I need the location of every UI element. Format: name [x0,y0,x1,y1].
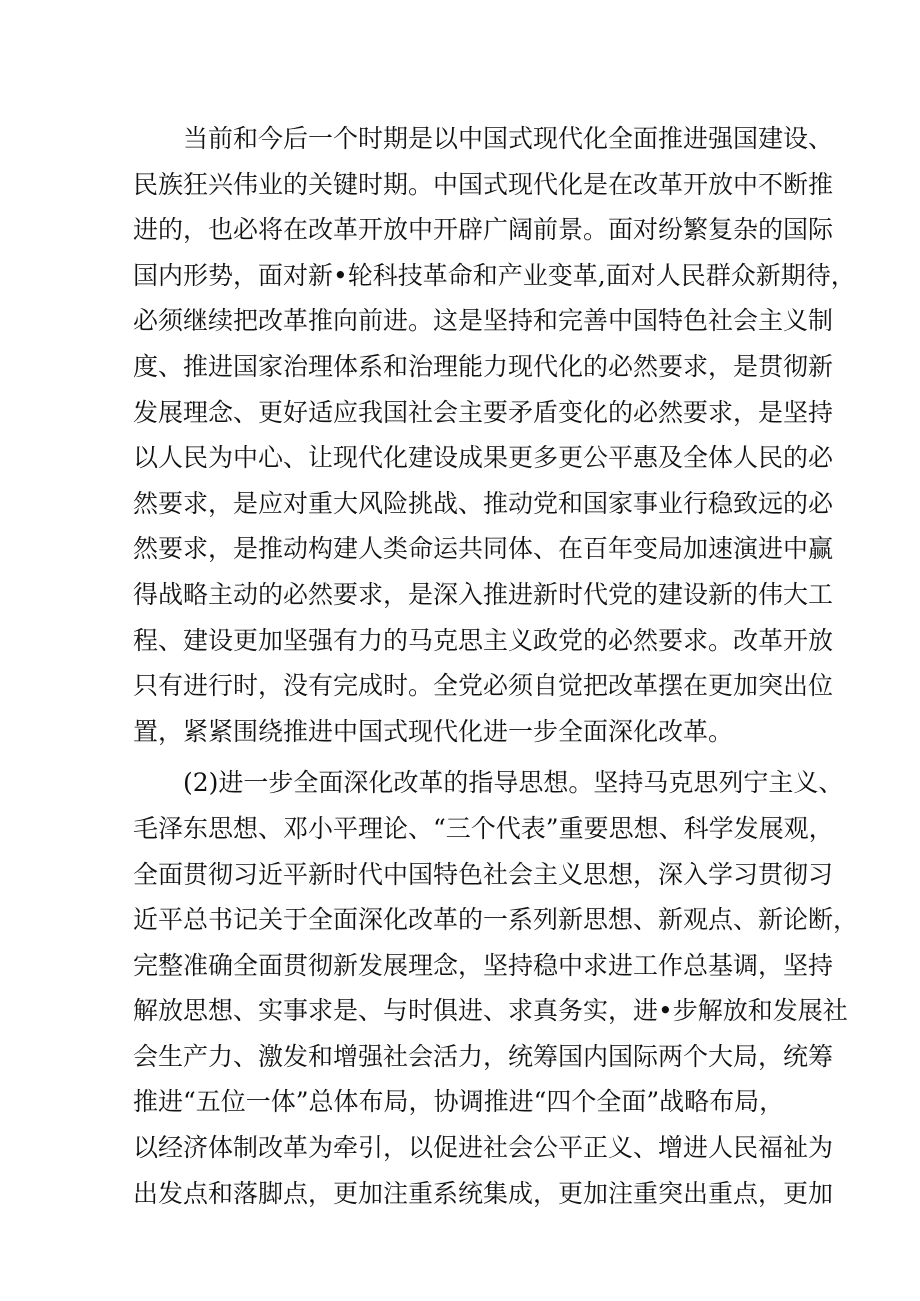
text-line: 当前和今后一个时期是以中国式现代化全面推进强国建设、 [183,124,834,153]
body-text [133,116,859,1216]
text-line: 然要求，是推动构建人类命运共同体、在百年变局加速演进中赢 [133,534,834,564]
text-line: 民族狂兴伟业的关键时期。中国式现代化是在改革开放中不断推 [133,169,834,199]
text-line: 以经济体制改革为牵引，以促进社会公平正义、增进人民福祉为 [133,1133,834,1163]
text-line: 程、建设更加坚强有力的马克思主义政党的必然要求。改革开放 [133,625,834,655]
text-line: 全面贯彻习近平新时代中国特色社会主义思想，深入学习贯彻习 [133,859,834,889]
text-line: 只有进行时，没有完成时。全党必须自觉把改革摆在更加突出位 [133,671,834,701]
text-line: 国内形势，面对新•轮科技革命和产业变革,面对人民群众新期待， [133,260,856,290]
text-line: 推进“五位一体”总体布局，协调推进“四个全面”战略布局， [133,1087,785,1117]
text-line: 进的，也必将在改革开放中开辟广阔前景。面对纷繁复杂的国际 [133,215,834,245]
text-line: (2)进一步全面深化改革的指导思想。坚持马克思列宁主义、 [183,768,844,798]
text-line: 完整准确全面贯彻新发展理念，坚持稳中求进工作总基调，坚持 [133,950,834,980]
text-line: 出发点和落脚点，更加注重系统集成，更加注重突出重点，更加 [133,1178,834,1208]
text-line: 置，紧紧围绕推进中国式现代化进一步全面深化改革。 [133,716,734,746]
text-line: 度、推进国家治理体系和治理能力现代化的必然要求，是贯彻新 [133,351,834,381]
text-line: 会生产力、激发和增强社会活力，统筹国内国际两个大局，统筹 [133,1041,834,1071]
paragraph-1 [133,116,856,754]
text-line: 得战略主动的必然要求，是深入推进新时代党的建设新的伟大工 [133,579,834,609]
text-line: 解放思想、实事求是、与时俱进、求真务实，进•步解放和发展社 [133,996,848,1026]
text-line: 发展理念、更好适应我国社会主要矛盾变化的必然要求，是坚持 [133,397,834,427]
text-line: 近平总书记关于全面深化改革的一系列新思想、新观点、新论断， [133,905,859,935]
paragraph-2 [133,760,859,1216]
text-line: 必须继续把改革推向前进。这是坚持和完善中国特色社会主义制 [133,306,834,336]
text-line: 毛泽东思想、邓小平理论、“三个代表”重要思想、科学发展观， [133,813,834,843]
text-line: 以人民为中心、让现代化建设成果更多更公平惠及全体人民的必 [133,443,834,473]
text-line: 然要求，是应对重大风险挑战、推动党和国家事业行稳致远的必 [133,488,834,518]
